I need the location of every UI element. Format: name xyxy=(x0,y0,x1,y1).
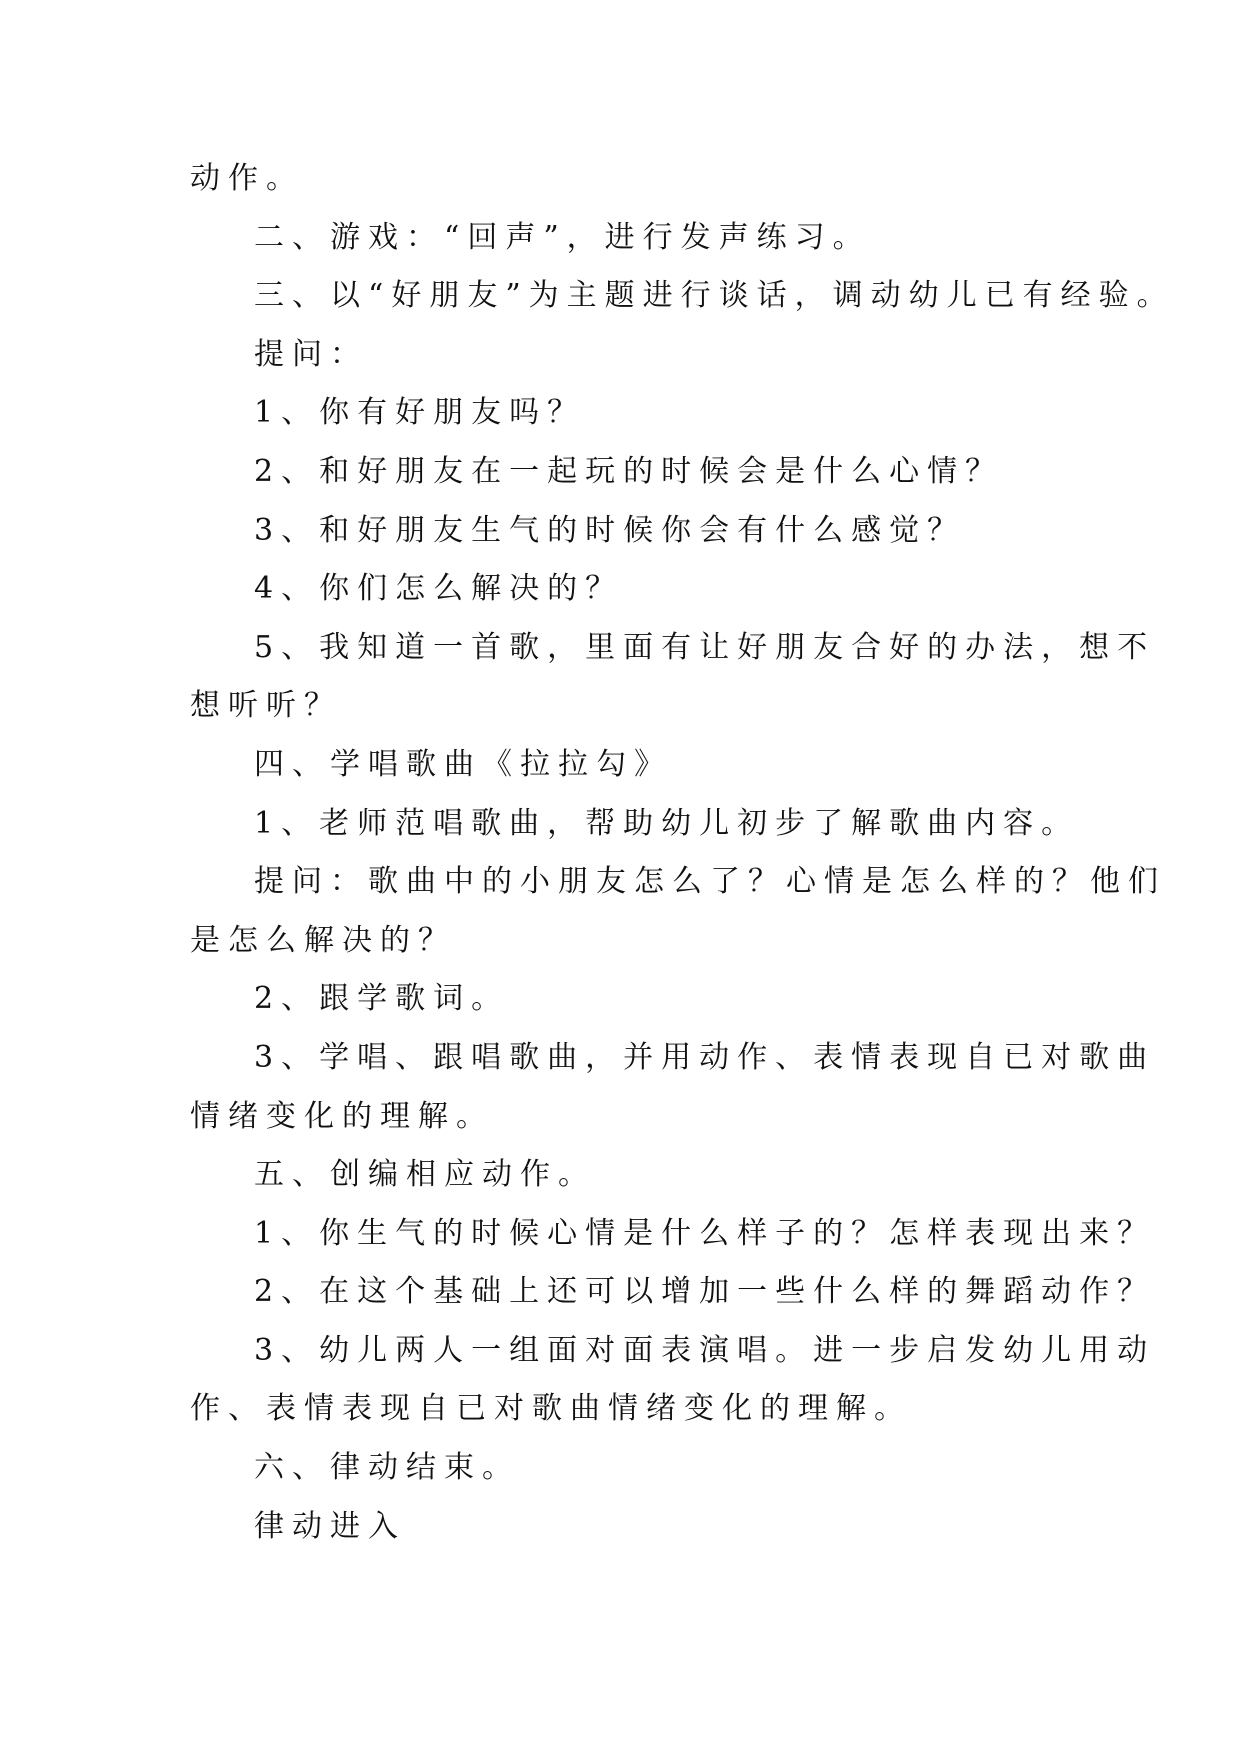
text-line: 情绪变化的理解。 xyxy=(190,1098,494,1134)
text-line: 提问： xyxy=(254,336,368,372)
text-line: 2、跟学歌词。 xyxy=(254,981,510,1017)
text-line: 3、学唱、跟唱歌曲，并用动作、表情表现自已对歌曲 xyxy=(254,1039,1156,1075)
text-line: 四、学唱歌曲《拉拉勾》 xyxy=(254,746,672,782)
text-line: 1、你生气的时候心情是什么样子的？怎样表现出来？ xyxy=(254,1215,1156,1251)
text-line: 3、幼儿两人一组面对面表演唱。进一步启发幼儿用动 xyxy=(254,1332,1156,1368)
text-line: 想听听？ xyxy=(190,688,342,724)
text-line: 2、和好朋友在一起玩的时候会是什么心情？ xyxy=(254,453,1004,489)
text-line: 律动进入 xyxy=(254,1508,406,1544)
text-line: 二、游戏：“回声”，进行发声练习。 xyxy=(254,219,871,255)
document-body xyxy=(190,150,1175,1556)
text-line: 3、和好朋友生气的时候你会有什么感觉？ xyxy=(254,512,966,548)
text-line: 1、老师范唱歌曲，帮助幼儿初步了解歌曲内容。 xyxy=(254,805,1080,841)
text-line: 是怎么解决的？ xyxy=(190,922,456,958)
text-line: 4、你们怎么解决的？ xyxy=(254,571,624,607)
text-line: 五、创编相应动作。 xyxy=(254,1157,596,1193)
text-line: 六、律动结束。 xyxy=(254,1450,520,1486)
text-line: 提问：歌曲中的小朋友怎么了？心情是怎么样的？他们 xyxy=(254,864,1166,900)
text-line: 作、表情表现自已对歌曲情绪变化的理解。 xyxy=(190,1391,912,1427)
text-line: 2、在这个基础上还可以增加一些什么样的舞蹈动作？ xyxy=(254,1274,1156,1310)
text-line: 1、你有好朋友吗？ xyxy=(254,395,586,431)
text-line: 三、以“好朋友”为主题进行谈话，调动幼儿已有经验。 xyxy=(254,278,1175,314)
text-line: 5、我知道一首歌，里面有让好朋友合好的办法，想不 xyxy=(254,629,1156,665)
text-line: 动作。 xyxy=(190,161,304,196)
